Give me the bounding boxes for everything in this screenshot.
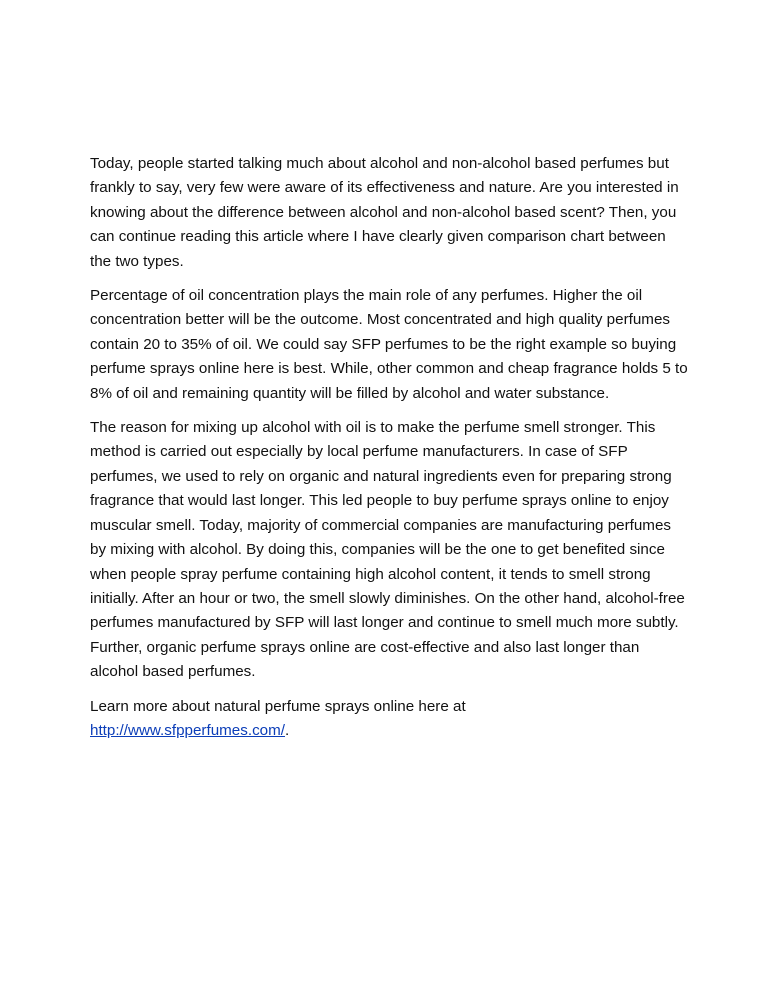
paragraph-alcohol-mixing: The reason for mixing up alcohol with oil is to make the perfume smell stronger. This method is carried out especially by local perfume manufacturers. In case of SFP perfumes, we used to rely on organic and natural ingredients even for preparing strong fragrance that would last longer. This led people to buy perfume sprays online to enjoy muscular smell. Today, majority of commercial companies are manufacturing perfumes by mixing with alcohol. By doing this, companies will be the one to get benefited since when people spray perfume containing high alcohol content, it tends to smell strong initially. After an hour or two, the smell slowly diminishes. On the other hand, alcohol-free perfumes manufactured by SFP will last longer and continue to smell much more subtly. Further, organic perfume sprays online are cost-effective and also last longer than alcohol based perfumes. [90, 419, 685, 681]
website-link[interactable]: http://www.sfpperfumes.com/ [90, 721, 285, 739]
document-body [90, 152, 690, 753]
paragraph-intro: Today, people started talking much about alcohol and non-alcohol based perfumes but frankly to say, very few were aware of its effectiveness and nature. Are you interested in knowing about the difference between alcohol and non-alcohol based scent? Then, you can continue reading this article where I have clearly given comparison chart between the two types. [90, 155, 679, 270]
closing-text: Learn more about natural perfume sprays online here at [90, 697, 466, 715]
paragraph-oil-concentration: Percentage of oil concentration plays the main role of any perfumes. Higher the oil concentration better will be the outcome. Most concentrated and high quality perfumes contain 20 to 35% of oil. We could say SFP perfumes to be the right example so buying perfume sprays online here is best. While, other common and cheap fragrance holds 5 to 8% of oil and remaining quantity will be filled by alcohol and water substance. [90, 287, 688, 402]
paragraph-closing [90, 695, 690, 744]
closing-period: . [284, 721, 290, 739]
